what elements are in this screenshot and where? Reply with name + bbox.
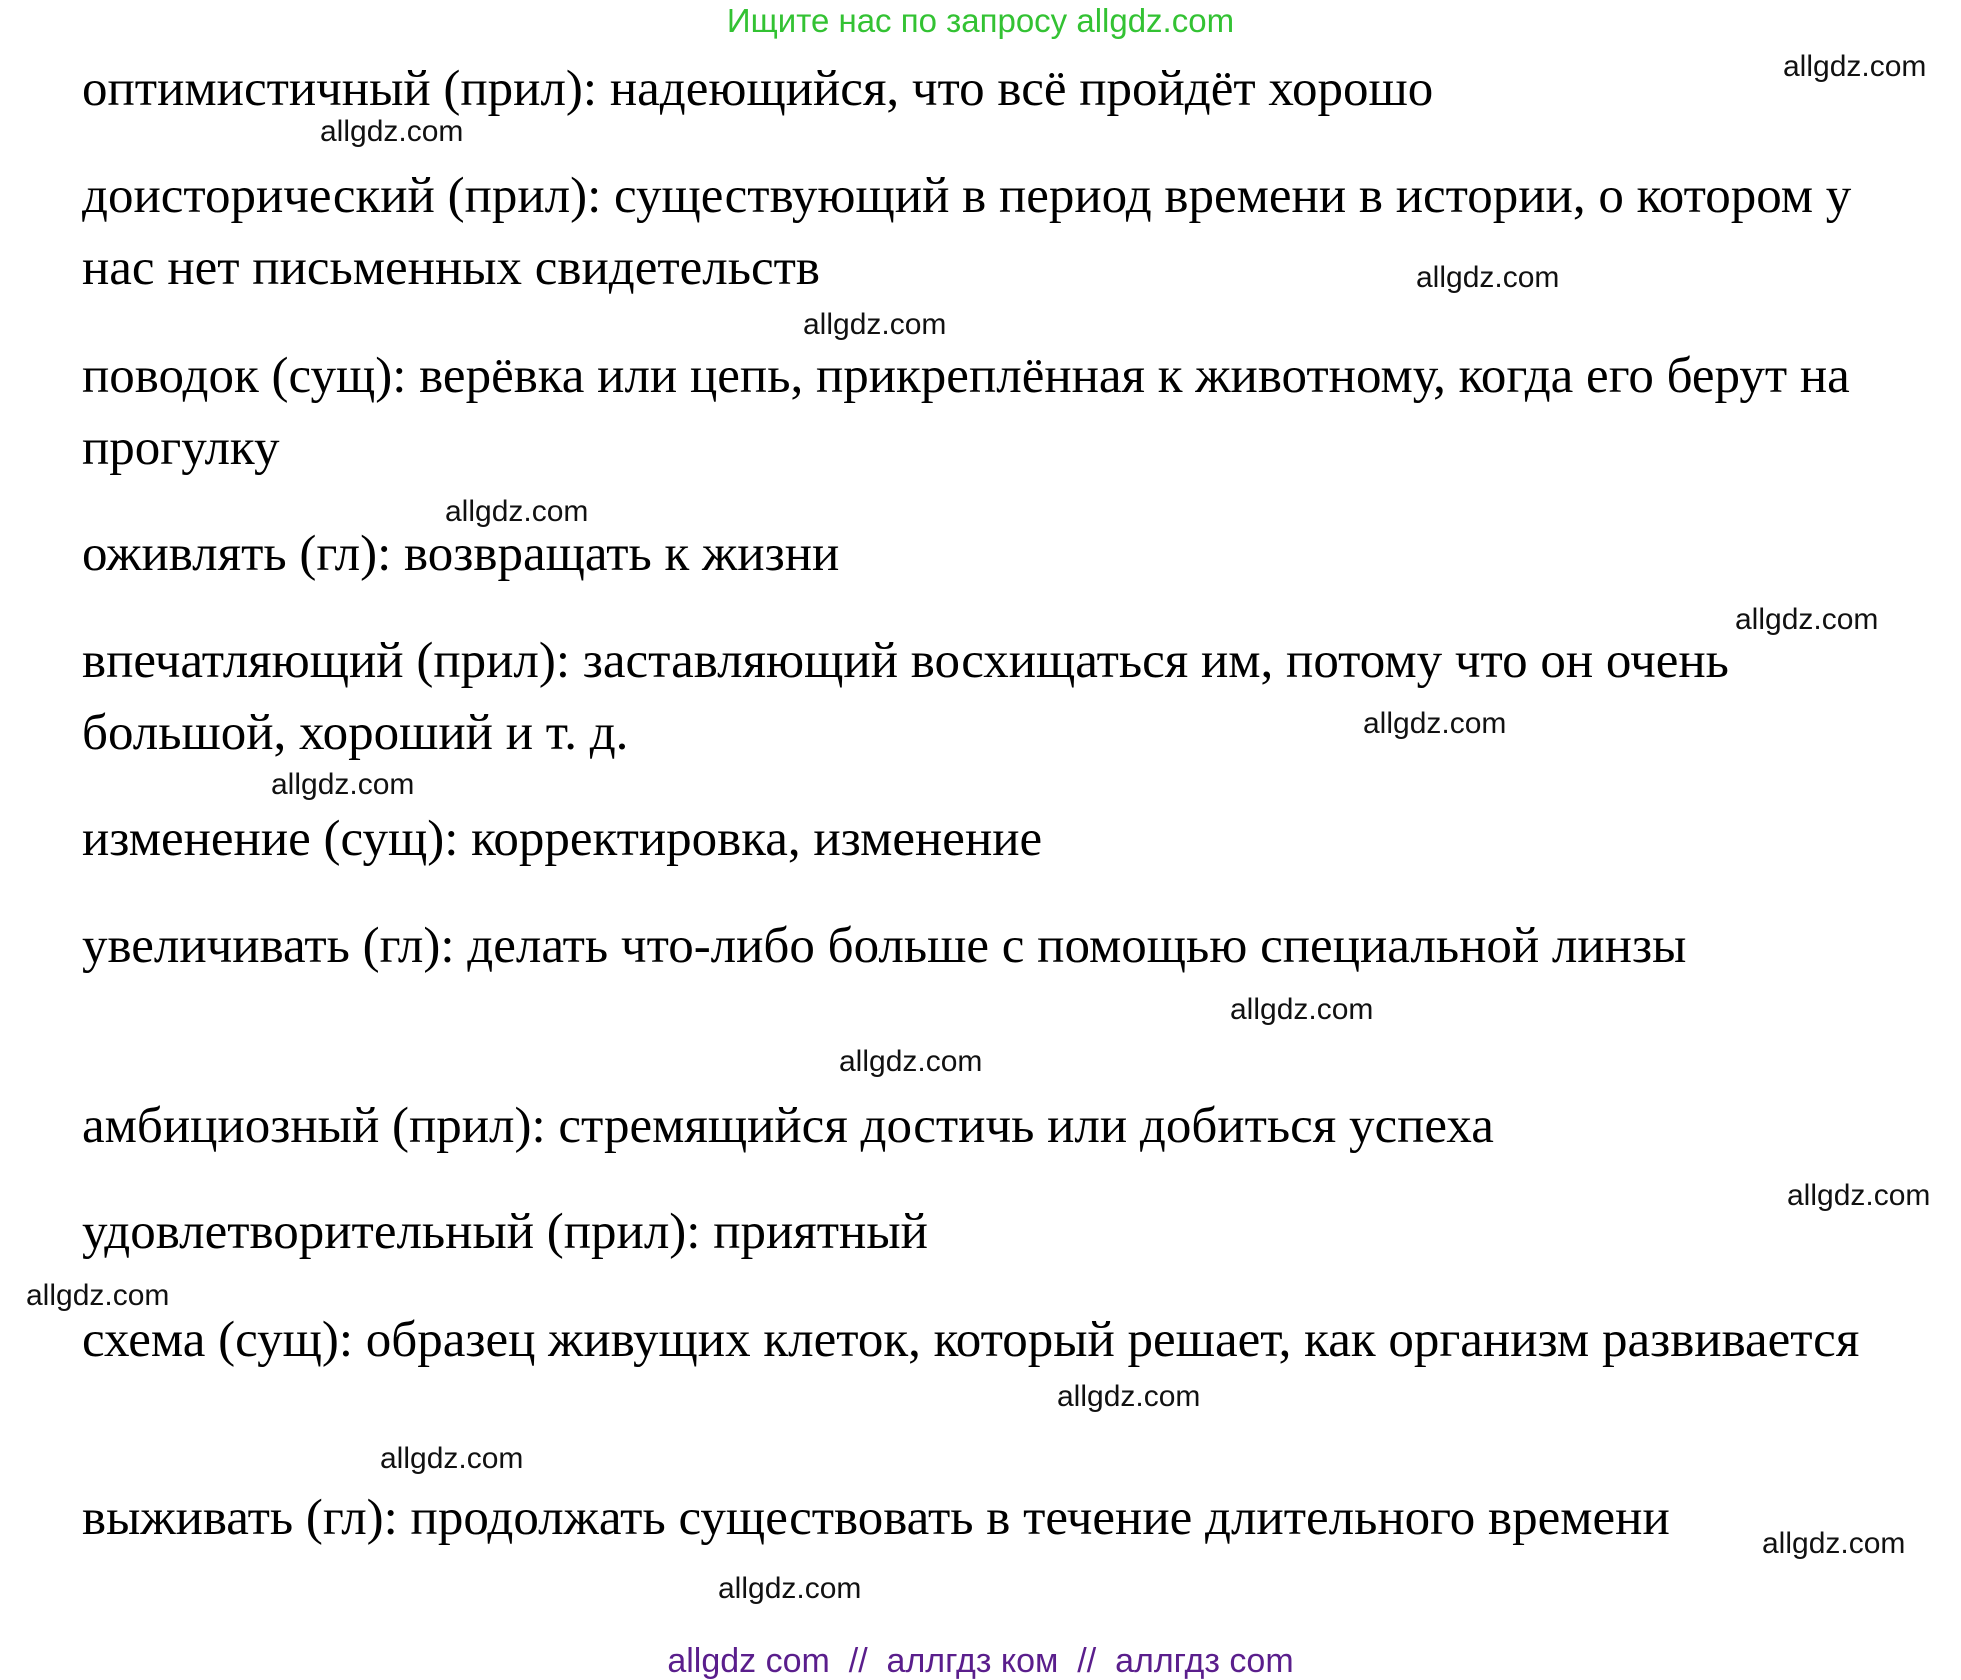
watermark: allgdz.com: [718, 1572, 862, 1605]
vocab-entry-prehistoric: доисторический (прил): существующий в период времени в истории, о котором у нас нет письменных свидетельств: [82, 168, 1852, 296]
watermark: allgdz.com: [1735, 603, 1879, 636]
vocab-entry-ambitious: амбициозный (прил): стремящийся достичь или добиться успеха: [82, 1098, 1494, 1154]
top-banner: Ищите нас по запросу allgdz.com: [726, 2, 1235, 39]
vocab-entry-magnify: увеличивать (гл): делать что-либо больше с помощью специальной линзы: [82, 918, 1687, 974]
vocab-entry-impressive: впечатляющий (прил): заставляющий восхищаться им, потому что он очень большой, хороший и т. д.: [82, 633, 1729, 761]
vocab-entry-pattern: схема (сущ): образец живущих клеток, который решает, как организм развивается: [82, 1312, 1860, 1368]
watermark: allgdz.com: [803, 308, 947, 341]
watermark: allgdz.com: [445, 495, 589, 528]
vocab-entry-revive: оживлять (гл): возвращать к жизни: [82, 526, 840, 582]
watermark: allgdz.com: [1230, 993, 1374, 1026]
watermark: allgdz.com: [380, 1442, 524, 1475]
watermark: allgdz.com: [1057, 1380, 1201, 1413]
footer-watermark: allgdz com // аллгдз ком // аллгдз com: [667, 1642, 1294, 1680]
watermark: allgdz.com: [1363, 707, 1507, 740]
vocab-entry-leash: поводок (сущ): верёвка или цепь, прикреплённая к животному, когда его берут на прогулку: [82, 348, 1850, 476]
vocab-entry-modification: изменение (сущ): корректировка, изменение: [82, 811, 1043, 867]
vocab-entry-satisfactory: удовлетворительный (прил): приятный: [82, 1204, 928, 1260]
watermark: allgdz.com: [839, 1045, 983, 1078]
watermark: allgdz.com: [1787, 1179, 1931, 1212]
watermark: allgdz.com: [320, 115, 464, 148]
watermark: allgdz.com: [1783, 50, 1927, 83]
vocab-entry-optimistic: оптимистичный (прил): надеющийся, что всё пройдёт хорошо: [82, 61, 1434, 117]
watermark: allgdz.com: [1416, 261, 1560, 294]
watermark: allgdz.com: [271, 768, 415, 801]
watermark: allgdz.com: [1762, 1527, 1906, 1560]
vocab-entry-survive: выживать (гл): продолжать существовать в течение длительного времени: [82, 1490, 1670, 1546]
watermark: allgdz.com: [26, 1279, 170, 1312]
